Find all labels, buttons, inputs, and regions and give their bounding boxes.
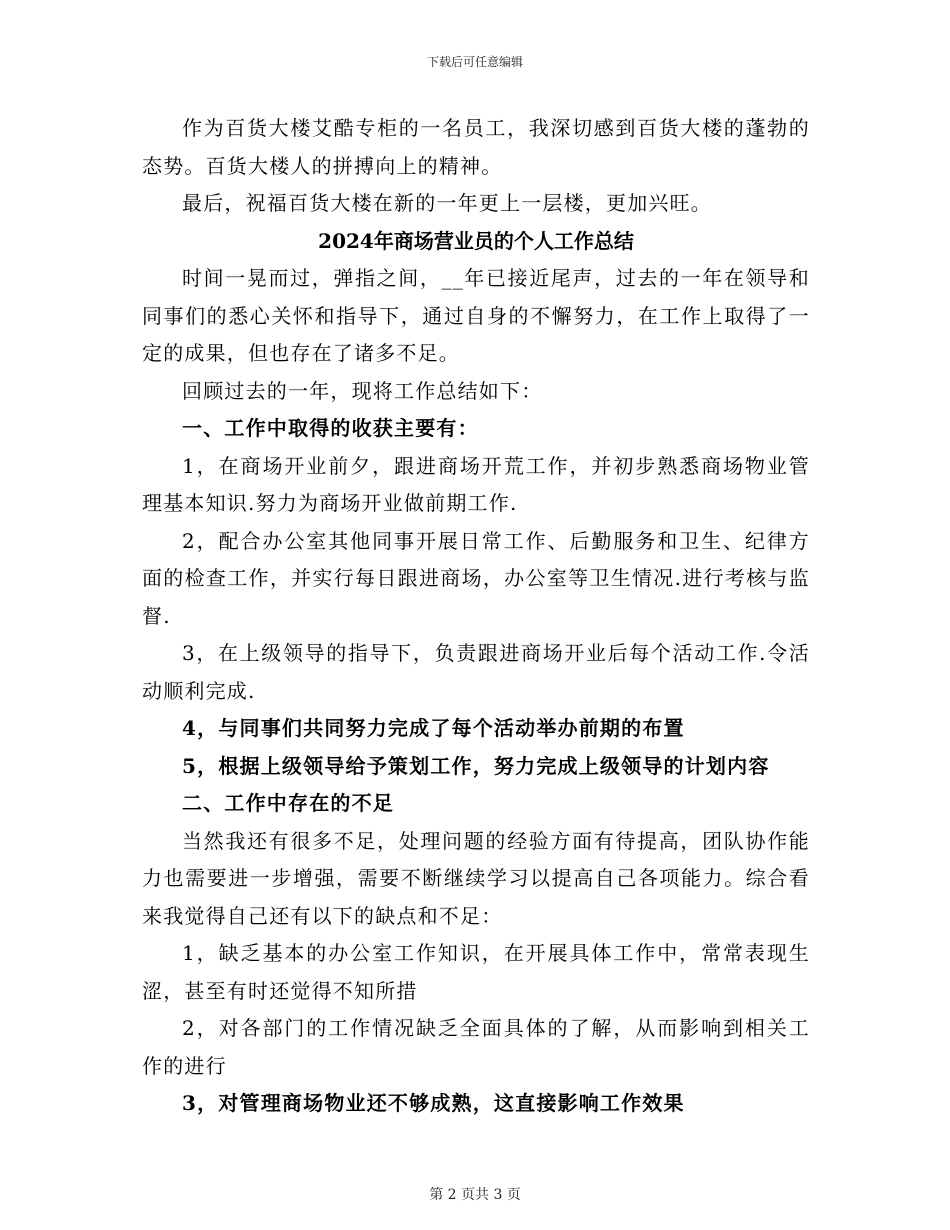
list-item: 2，对各部门的工作情况缺乏全面具体的了解，从而影响到相关工作的进行	[142, 1016, 810, 1078]
heading: 二、工作中存在的不足	[182, 791, 394, 815]
paragraph: 回顾过去的一年，现将工作总结如下：	[182, 378, 543, 403]
heading: 一、工作中取得的收获主要有：	[182, 416, 479, 440]
list-item: 2，配合办公室其他同事开展日常工作、后勤服务和卫生、纪律方面的检查工作，并实行每日跟进商场，办公室等卫生情况.进行考核与监督.	[142, 528, 810, 628]
section-title: 2024年商场营业员的个人工作总结	[318, 228, 634, 253]
paragraph: 时间一晃而过，弹指之间，__年已接近尾声，过去的一年在领导和同事们的悉心关怀和指导下，通过自身的不懈努力，在工作上取得了一定的成果，但也存在了诸多不足。	[142, 266, 810, 365]
document-body	[142, 110, 810, 1123]
list-item: 1，缺乏基本的办公室工作知识，在开展具体工作中，常常表现生涩，甚至有时还觉得不知所措	[142, 941, 810, 1003]
paragraph: 当然我还有很多不足，处理问题的经验方面有待提高，团队协作能力也需要进一步增强，需要不断继续学习以提高自己各项能力。综合看来我觉得自己还有以下的缺点和不足：	[142, 828, 810, 928]
page-footer: 第 2 页共 3 页	[429, 1187, 521, 1203]
list-item: 5，根据上级领导给予策划工作，努力完成上级领导的计划内容	[182, 753, 770, 778]
list-item: 3，对管理商场物业还不够成熟，这直接影响工作效果	[182, 1091, 685, 1115]
list-item: 1，在商场开业前夕，跟进商场开荒工作，并初步熟悉商场物业管理基本知识.努力为商场开业做前期工作.	[142, 453, 810, 515]
page-header: 下载后可任意编辑	[426, 55, 523, 69]
paragraph: 作为百货大楼艾酷专柜的一名员工，我深切感到百货大楼的蓬勃的态势。百货大楼人的拼搏向上的精神。	[142, 116, 810, 178]
list-item: 3，在上级领导的指导下，负责跟进商场开业后每个活动工作.令活动顺利完成.	[142, 641, 810, 703]
paragraph: 最后，祝福百货大楼在新的一年更上一层楼，更加兴旺。	[182, 191, 712, 215]
list-item: 4，与同事们共同努力完成了每个活动举办前期的布置	[182, 716, 685, 740]
